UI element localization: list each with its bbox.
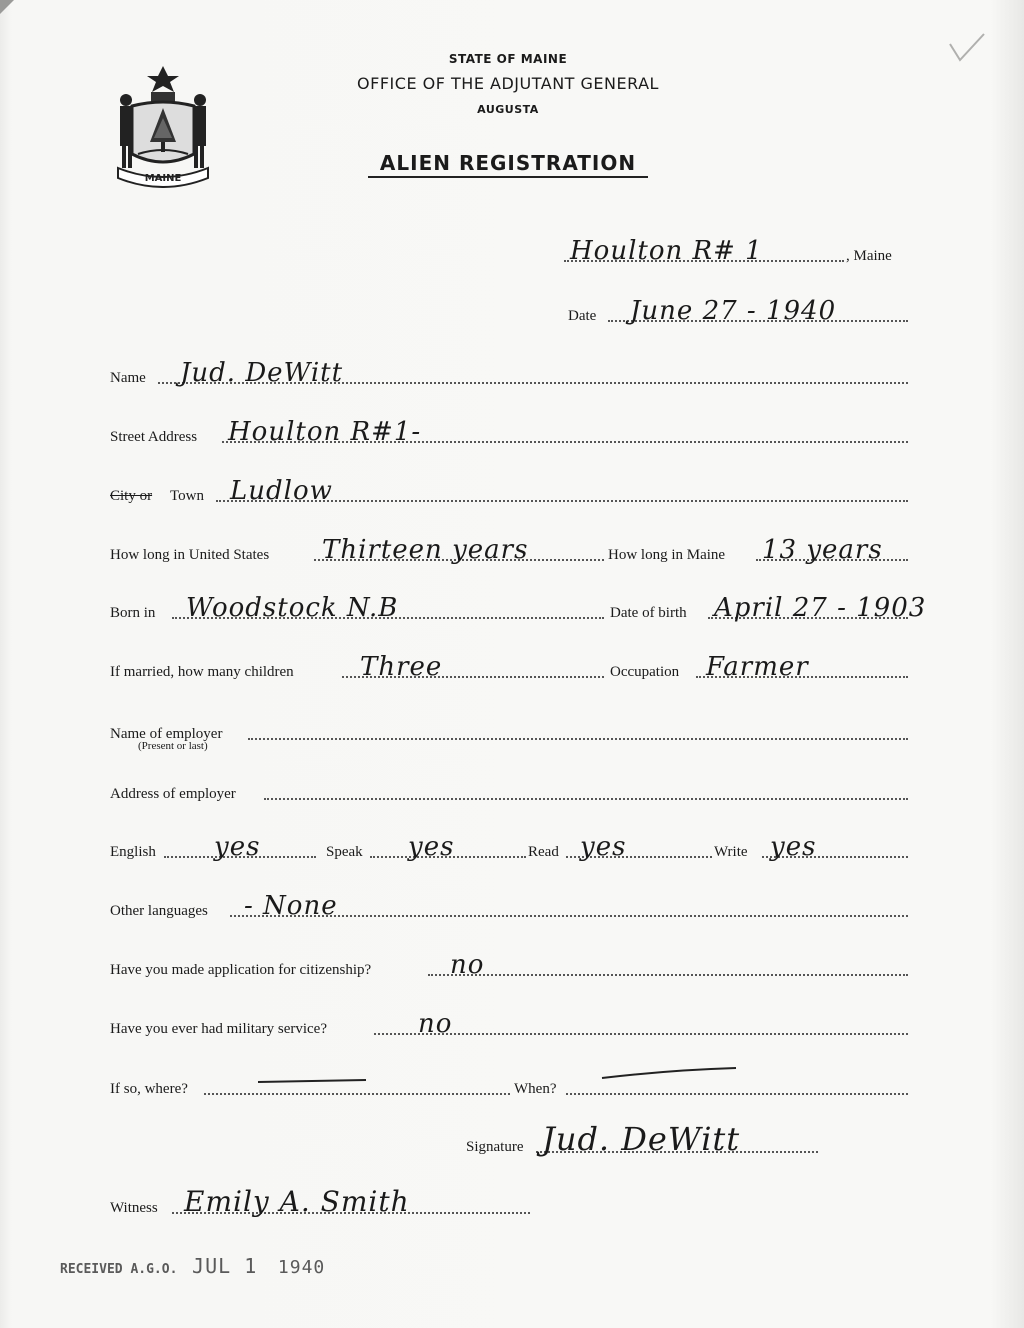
write-value: yes	[770, 832, 817, 862]
witness-label: Witness	[110, 1200, 158, 1216]
form-title: ALIEN REGISTRATION	[379, 151, 637, 175]
language-row	[110, 832, 908, 862]
service-detail-row	[110, 1073, 908, 1099]
received-stamp	[60, 1254, 325, 1278]
where-dash-mark	[256, 1070, 376, 1086]
signature-value: Jud. DeWitt	[542, 1120, 741, 1158]
town-value: Ludlow	[230, 476, 333, 506]
date-label: Date	[568, 308, 597, 324]
write-label: Write	[714, 844, 748, 860]
dob-label: Date of birth	[610, 605, 687, 621]
speak-value: yes	[408, 832, 455, 862]
employer-address-label: Address of employer	[110, 786, 236, 802]
employer-line[interactable]	[248, 738, 908, 740]
name-row	[110, 358, 908, 388]
military-row	[110, 1009, 908, 1039]
citizenship-row	[110, 950, 908, 980]
children-label: If married, how many children	[110, 664, 294, 680]
maine-time-label: How long in Maine	[608, 547, 726, 563]
state-seal-icon	[110, 62, 216, 188]
read-label: Read	[528, 844, 559, 860]
title-underline	[368, 176, 648, 178]
place-row	[560, 236, 912, 266]
english-label: English	[110, 844, 156, 860]
place-suffix: , Maine	[846, 248, 892, 264]
birth-row	[110, 593, 927, 623]
date-value: June 27 - 1940	[630, 296, 837, 326]
town-row	[110, 476, 908, 506]
signature-label: Signature	[466, 1139, 524, 1155]
employer-address-row	[110, 778, 908, 804]
street-label: Street Address	[110, 429, 198, 445]
signature-row	[466, 1120, 818, 1158]
speak-label: Speak	[326, 844, 363, 860]
employer-sublabel: (Present or last)	[138, 740, 208, 752]
english-value: yes	[214, 832, 261, 862]
other-languages-value: - None	[244, 891, 338, 921]
military-label: Have you ever had military service?	[110, 1021, 327, 1037]
header-state: STATE OF MAINE	[448, 52, 568, 66]
citizenship-value: no	[450, 950, 485, 980]
seal-banner-text: MAINE	[144, 173, 182, 184]
header-office: OFFICE OF THE ADJUTANT GENERAL	[357, 74, 659, 93]
occupation-label: Occupation	[610, 664, 680, 680]
born-in-label: Born in	[110, 605, 156, 621]
residence-row	[110, 535, 908, 565]
when-dash-mark	[600, 1064, 740, 1082]
employer-label: Name of employer	[110, 726, 223, 742]
maine-time-value: 13 years	[762, 535, 883, 565]
citizenship-line[interactable]	[428, 974, 908, 976]
stamp-month-day: JUL 1	[192, 1254, 258, 1278]
stamp-year: 1940	[277, 1257, 326, 1278]
other-languages-row	[110, 891, 908, 921]
when-label: When?	[514, 1081, 557, 1097]
born-in-value: Woodstock N.B	[186, 593, 399, 623]
occupation-value: Farmer	[706, 652, 809, 682]
where-label: If so, where?	[110, 1081, 188, 1097]
other-languages-label: Other languages	[110, 903, 208, 919]
town-label: Town	[170, 488, 204, 504]
header-city: AUGUSTA	[477, 103, 539, 116]
witness-row	[110, 1185, 530, 1218]
citizenship-label: Have you made application for citizenship?	[110, 962, 372, 978]
military-line[interactable]	[374, 1033, 908, 1035]
page-corner	[0, 0, 14, 14]
witness-value: Emily A. Smith	[184, 1185, 410, 1218]
name-label: Name	[110, 370, 146, 386]
employer-row	[110, 718, 908, 744]
check-mark-icon	[944, 30, 990, 70]
name-value: Jud. DeWitt	[180, 358, 344, 388]
us-time-value: Thirteen years	[322, 535, 529, 565]
town-label-struck: City or	[110, 488, 153, 504]
children-value: Three	[360, 652, 443, 682]
stamp-received-text: RECEIVED A.G.O.	[60, 1262, 178, 1277]
street-row	[110, 417, 908, 447]
date-row	[568, 296, 908, 326]
street-value: Houlton R#1-	[228, 417, 422, 447]
us-time-label: How long in United States	[110, 547, 270, 563]
place-value: Houlton R# 1	[570, 236, 763, 266]
dob-value: April 27 - 1903	[714, 593, 927, 623]
read-value: yes	[580, 832, 627, 862]
family-row	[110, 652, 908, 682]
employer-address-line[interactable]	[264, 798, 908, 800]
where-line[interactable]	[204, 1093, 510, 1095]
when-line[interactable]	[566, 1093, 908, 1095]
military-value: no	[418, 1009, 453, 1039]
